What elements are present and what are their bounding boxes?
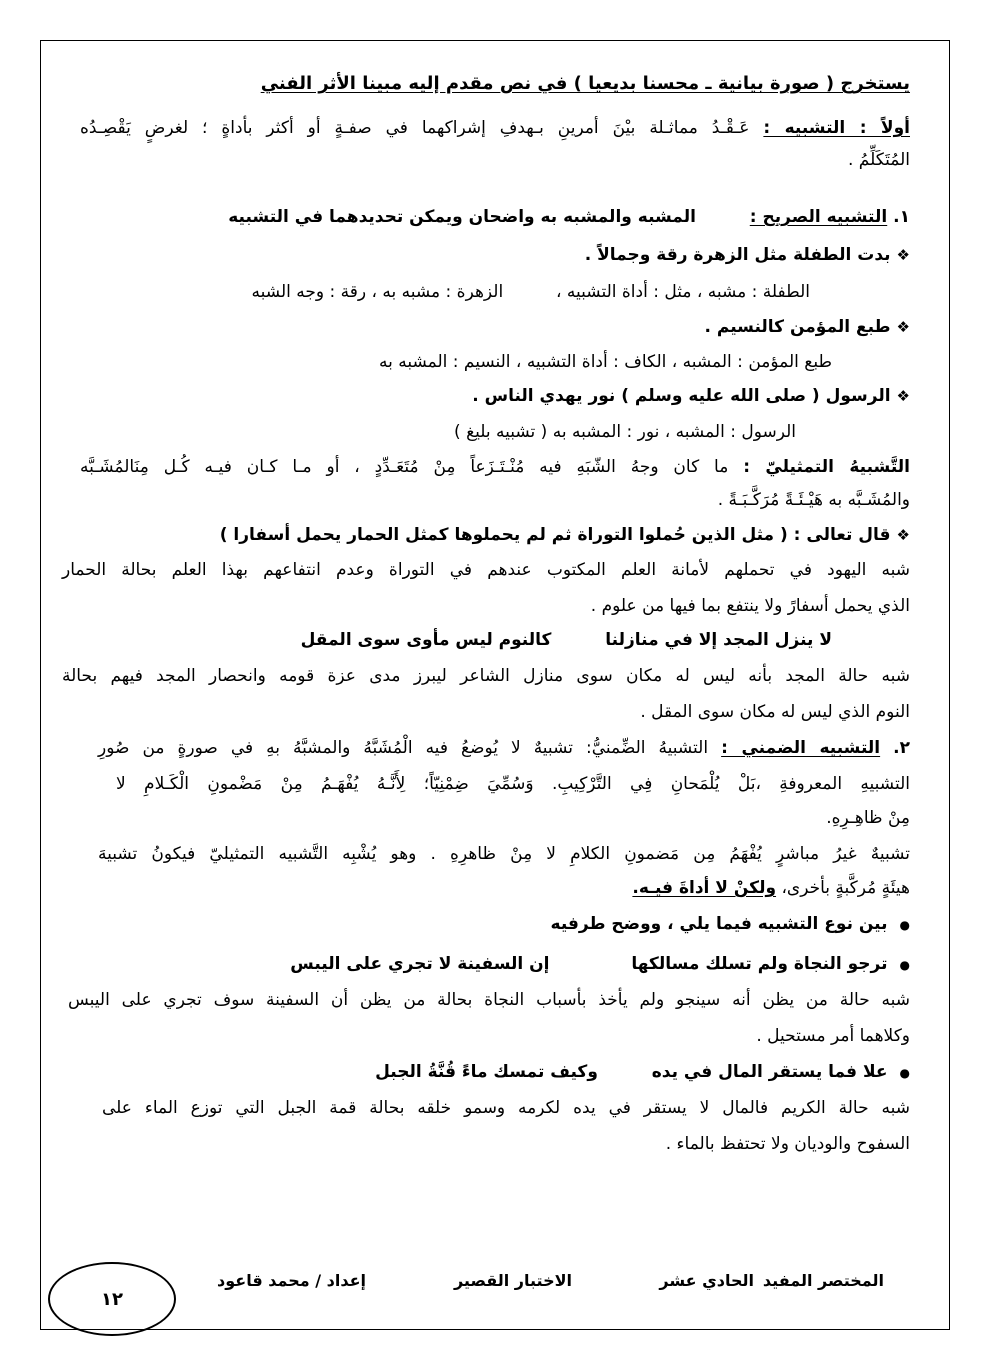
star-bullet-icon: ❖ [896, 526, 910, 544]
explicit-heading [228, 205, 910, 229]
note-text: هيئَةٍ مُركَّبةٍ بأخرى، [781, 878, 910, 898]
explicit-example-1-analysis [252, 280, 810, 304]
task-text: بين نوع التشبيه فيما يلي ، ووضح طرفيه [550, 914, 888, 934]
example-text: قال تعالى : ( مثل الذين حُملوا التوراة ثم لم يحملوها كمثل الحمار يحمل أسفارا ) [219, 525, 891, 545]
verse-hemistich: ترجو النجاة ولم تسلك مسالكها [631, 954, 888, 974]
explicit-number: ١. [893, 207, 910, 227]
explicit-example-3-analysis: الرسول : المشبه ، نور : المشبه به ( تشبيه بليغ ) [454, 422, 796, 442]
majd-explanation-line2: النوم الذي ليس له مكان سوى المقل . [640, 702, 910, 722]
quran-example [220, 523, 910, 547]
karim-verse [375, 1060, 910, 1085]
representative-definition-line2: والمُشَـبَّه به هَيْـئَـةً مُرَكَّـبَـةً . [717, 490, 910, 510]
quran-explanation-line2: الذي يحمل أسفارً ولا ينتفع بما فيها من علوم . [590, 596, 910, 616]
explicit-example-2 [705, 315, 910, 339]
implicit-definition-line2: التشبيهِ المعروفةِ ،بَلْ يُلْمَحانِ فِي التَّرْكِيبِ. وَسُمِّيَ ضِمْنِيّاً؛ لِأَنَّـهُ يُفْهَـمُ مِنْ مَضْمونِ الْكَـلامِ لا [116, 774, 910, 794]
explicit-example-1 [585, 243, 910, 267]
implicit-number: ٢. [893, 738, 910, 758]
majd-verse [301, 628, 832, 652]
implicit-note-line1: تشبيهٌ غيرُ مباشرٍ يُفْهَمُ مِن مَضمونِ الكلامِ لا مِنْ ظاهرِهِ . وهو يُشْبِه التَّشبيه التمثيليّ فيكونُ تشبيهَ [98, 844, 910, 864]
najat-explanation-line2: وكلاهما أمر مستحيل . [756, 1026, 910, 1046]
implicit-label: التشبيه الضمني : [721, 738, 881, 758]
analysis-part: الطفلة : مشبه ، مثل : أداة التشبيه ، [556, 282, 810, 302]
explicit-example-3 [472, 384, 910, 408]
quran-explanation-line1: شبه اليهود في تحملهم لأمانة العلم المكتوب عندهم في التوراة وعدم انتفاعهم بهذا العلم بحالة الحمار [62, 560, 910, 580]
page-number-oval [48, 1262, 176, 1336]
explicit-label: التشبيه الصريح : [749, 207, 888, 227]
star-bullet-icon: ❖ [896, 318, 910, 336]
representative-definition: ما كان وجهُ الشّبَهِ فيه مُنْـتَـزَعاً مِنْ مُتَعَـدِّدٍ ، أو مـا كـان فيـه كُـل مِنَالمُشَـبَّه [80, 457, 729, 477]
section1-definition: عَـقْـدُ مماثـلة بيْنَ أمرينِ بـهدفِ إشراكهما في صفـةٍ أو أكثر بأداةٍ ؛ لغرضٍ يَقْصِـدُه [80, 118, 750, 138]
star-bullet-icon: ❖ [896, 246, 910, 264]
footer-grade: الحادي عشر [659, 1271, 754, 1290]
explicit-example-2-analysis: طبع المؤمن : المشبه ، الكاف : أداة التشبيه ، النسيم : المشبه به [378, 352, 832, 372]
implicit-definition-line1 [98, 736, 910, 760]
analysis-part: الزهرة : مشبه به ، رقة : وجه الشبه [251, 282, 504, 302]
majd-explanation-line1: شبه حالة المجد بأنه ليس له مكان سوى منازل الشاعر ليبرز مدى عزة قومه وانحصار المجد فيهم بحالة [62, 666, 910, 686]
section1-label: أولاً : التشبيه : [763, 118, 910, 138]
footer-topic: الاختبار القصير [453, 1271, 572, 1290]
example-text: بدت الطفلة مثل الزهرة رقة وجمالاً . [584, 245, 891, 265]
implicit-note-line2 [632, 876, 910, 900]
dot-bullet-icon: ● [899, 1066, 910, 1080]
tashbih-definition-line1 [80, 116, 910, 140]
najat-verse [290, 952, 910, 977]
footer-book-title: المختصر المفيد [762, 1271, 884, 1290]
verse-hemistich: وكيف تمسك ماءً قُنَّةُ الجبل [375, 1062, 598, 1082]
explicit-description: المشبه والمشبه به واضحان ويمكن تحديدهما في التشبيه [228, 207, 696, 227]
karim-explanation-line2: السفوح والوديان ولا تحتفظ بالماء . [665, 1134, 910, 1154]
implicit-definition: التشبيهُ الضِّمنيُّ: تشبيهٌ لا يُوضعُ فيه الْمُشَبَّهُ والمشبَّهُ بهِ في صورةٍ من صُورِ [98, 738, 709, 758]
verse-hemistich: لا ينزل المجد إلا في منازلنا [605, 630, 832, 650]
najat-explanation-line1: شبه حالة من يظن أنه سينجو ولم يأخذ بأسباب النجاة بحالة من يظن أن السفينة سوف تجري على اليبس [68, 990, 910, 1010]
dot-bullet-icon: ● [899, 958, 910, 972]
header-title: يستخرج ( صورة بيانية ـ محسنا بديعيا ) في نص مقدم إليه مبينا الأثر الفني [260, 73, 910, 94]
representative-label: التَّشبيهُ التمثيليّ : [743, 457, 910, 477]
note-emphasis: ولكنْ لا أداةَ فيـه. [632, 878, 777, 898]
verse-hemistich: كالنوم ليس مأوى سوى المقل [300, 630, 552, 650]
implicit-task [551, 912, 910, 937]
karim-explanation-line1: شبه حالة الكريم فالمال لا يستقر في يده لكرمه وسمو خلقه بحالة قمة الجبل التي توزع الماء على [102, 1098, 910, 1118]
footer-author: إعداد / محمد قاعود [217, 1271, 366, 1290]
page-number: ١٢ [101, 1288, 123, 1310]
tashbih-definition-line2: المُتَكَلِّمُ . [848, 150, 910, 170]
example-text: طبع المؤمن كالنسيم . [704, 317, 891, 337]
dot-bullet-icon: ● [899, 918, 910, 932]
verse-hemistich: إن السفينة لا تجري على اليبس [290, 954, 550, 974]
implicit-definition-line3: مِنْ ظاهِـرِهِ. [826, 808, 910, 828]
verse-hemistich: علا فما يستقر المال في يده [651, 1062, 888, 1082]
representative-definition-line1 [80, 455, 910, 479]
example-text: الرسول ( صلى الله عليه وسلم ) نور يهدي الناس . [472, 386, 891, 406]
star-bullet-icon: ❖ [896, 387, 910, 405]
